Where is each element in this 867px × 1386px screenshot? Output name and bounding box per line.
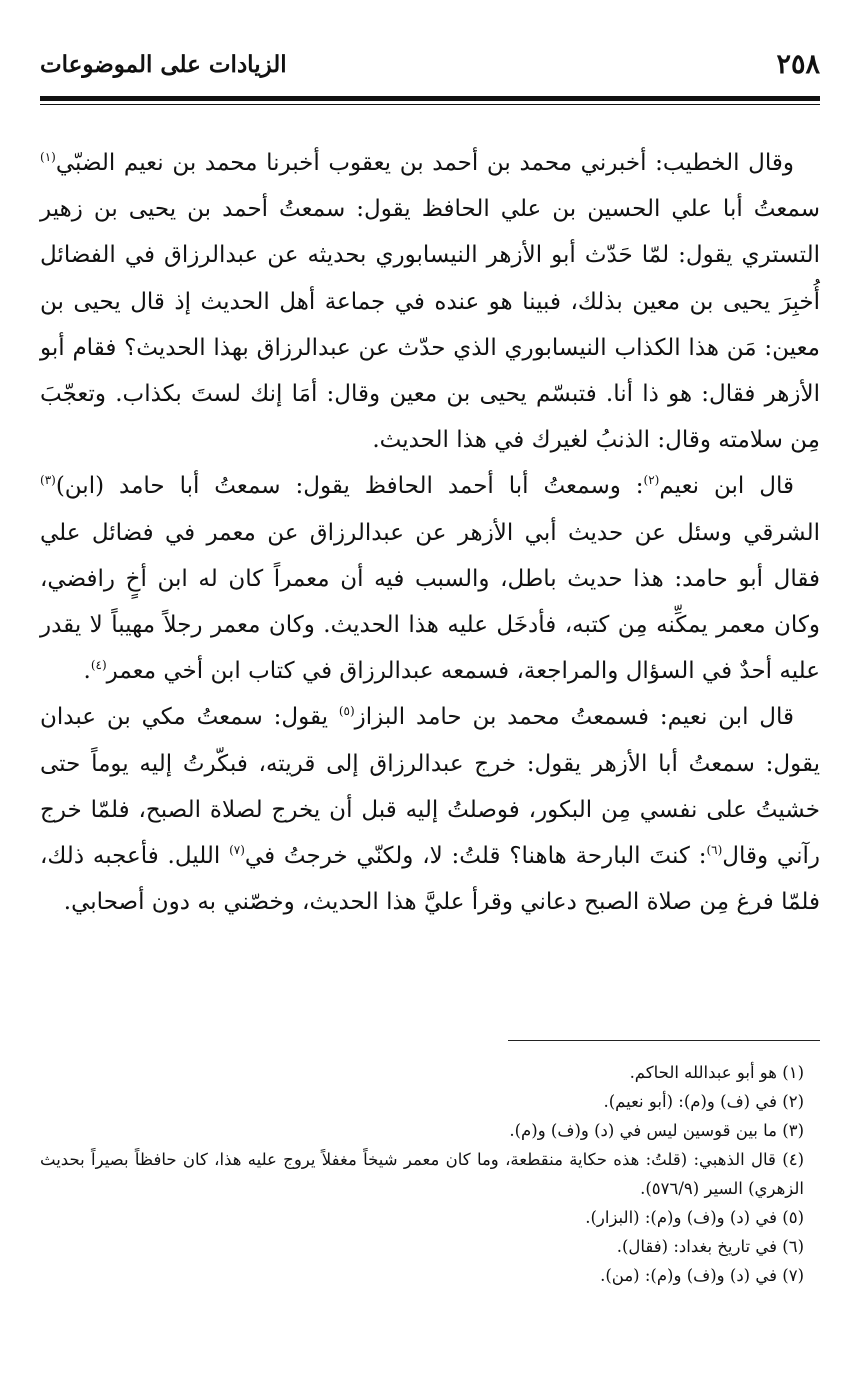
- footnote-item: (٤) قال الذهبي: (قلتُ: هذه حكاية منقطعة، وما كان معمر شيخاً مغفلاً يروج عليه هذا، كان حافظاً بصيراً بحديث الزهري) السير (٥٧٦/٩).: [40, 1150, 804, 1198]
- header-rule-thin: [40, 104, 820, 105]
- text-run: : وسمعتُ أبا أحمد الحافظ يقول: سمعتُ أبا حامد (ابن): [55, 473, 644, 500]
- footnote-marker: (٥): [338, 704, 355, 719]
- running-title: الزيادات على الموضوعات: [40, 50, 287, 78]
- footnote-marker: (٢): [643, 473, 660, 488]
- footnote-marker: (٦): [706, 843, 723, 858]
- footnote-item: (٧) في (د) و(ف) و(م): (من).: [600, 1266, 804, 1285]
- text-run: .: [83, 658, 91, 685]
- text-run: : كنتَ البارحة هاهنا؟ قلتُ: لا، ولكنّي خرجتُ في: [244, 843, 707, 870]
- text-run: الليل. فأعجبه ذلك، فلمّا فرغ مِن صلاة الصبح دعاني وقرأ عليَّ هذا الحديث، وخصّني به دون أصحابي.: [40, 843, 820, 916]
- paragraph: [40, 140, 820, 463]
- header-rule-thick: [40, 96, 820, 101]
- main-text: [40, 140, 820, 925]
- footnote-marker: (١): [40, 150, 56, 164]
- paragraph: [40, 694, 820, 925]
- footnote-marker: (٤): [90, 658, 107, 673]
- footnotes: [40, 1058, 820, 1290]
- text-run: وقال الخطيب: أخبرني محمد بن أحمد بن يعقوب أخبرنا محمد بن نعيم الضبّي: [55, 150, 794, 176]
- footnote-item: (٢) في (ف) و(م): (أبو نعيم).: [603, 1092, 804, 1111]
- page-header: [40, 40, 820, 88]
- footnote-marker: (٣): [40, 473, 56, 488]
- text-run: قال ابن نعيم: [659, 473, 794, 500]
- footnote-marker: (٧): [229, 843, 245, 858]
- footnote-item: (٥) في (د) و(ف) و(م): (البزار).: [585, 1208, 804, 1227]
- footnote-item: (١) هو أبو عبدالله الحاكم.: [629, 1063, 804, 1082]
- footnote-item: (٣) ما بين قوسين ليس في (د) و(ف) و(م).: [509, 1121, 804, 1140]
- text-run: الشرقي وسئل عن حديث أبي الأزهر عن عبدالرزاق عن معمر في فضائل علي فقال أبو حامد: هذا حديث باطل، والسبب فيه أن معمراً كان له ابن أخٍ رافضي، وكان معمر يمكِّنه مِن كتبه، فأدخَل عليه هذا الحديث. وكان معمر رجلاً مهيباً لا يقدر عليه أحدٌ في السؤال والمراجعة، فسمعه عبدالرزاق في كتاب ابن أخي معمر: [40, 519, 820, 685]
- paragraph: [40, 463, 820, 694]
- text-run: سمعتُ أبا علي الحسين بن علي الحافظ يقول: سمعتُ أحمد بن يحيى بن زهير التستري يقول: لمّا حَدّث أبو الأزهر النيسابوري بحديثه عن عبدالرزاق في الفضائل أُخبِرَ يحيى بن معين بذلك، فبينا هو عنده في جماعة أهل الحديث إذ قال يحيى بن معين: مَن هذا الكذاب النيسابوري الذي حدّث عن عبدالرزاق بهذا الحديث؟ فقام أبو الأزهر فقال: هو ذا أنا. فتبسّم يحيى بن معين وقال: أمَا إنك لستَ بكذاب. وتعجّبَ مِن سلامته وقال: الذنبُ لغيرك في هذا الحديث.: [40, 196, 820, 454]
- text-run: يقول: سمعتُ مكي بن عبدان يقول: سمعتُ أبا الأزهر يقول: خرج عبدالرزاق إلى قريته، فبكّرتُ إليه يوماً حتى خشيتُ على نفسي مِن البكور، فوصلتُ إليه قبل أن يخرج لصلاة الصبح، فلمّا خرج رآني وقال: [40, 704, 820, 870]
- footnote-separator: [508, 1040, 820, 1041]
- footnote-item: (٦) في تاريخ بغداد: (فقال).: [616, 1237, 804, 1256]
- page-number: ٢٥٨: [776, 48, 820, 80]
- text-run: قال ابن نعيم: فسمعتُ محمد بن حامد البزاز: [354, 704, 794, 731]
